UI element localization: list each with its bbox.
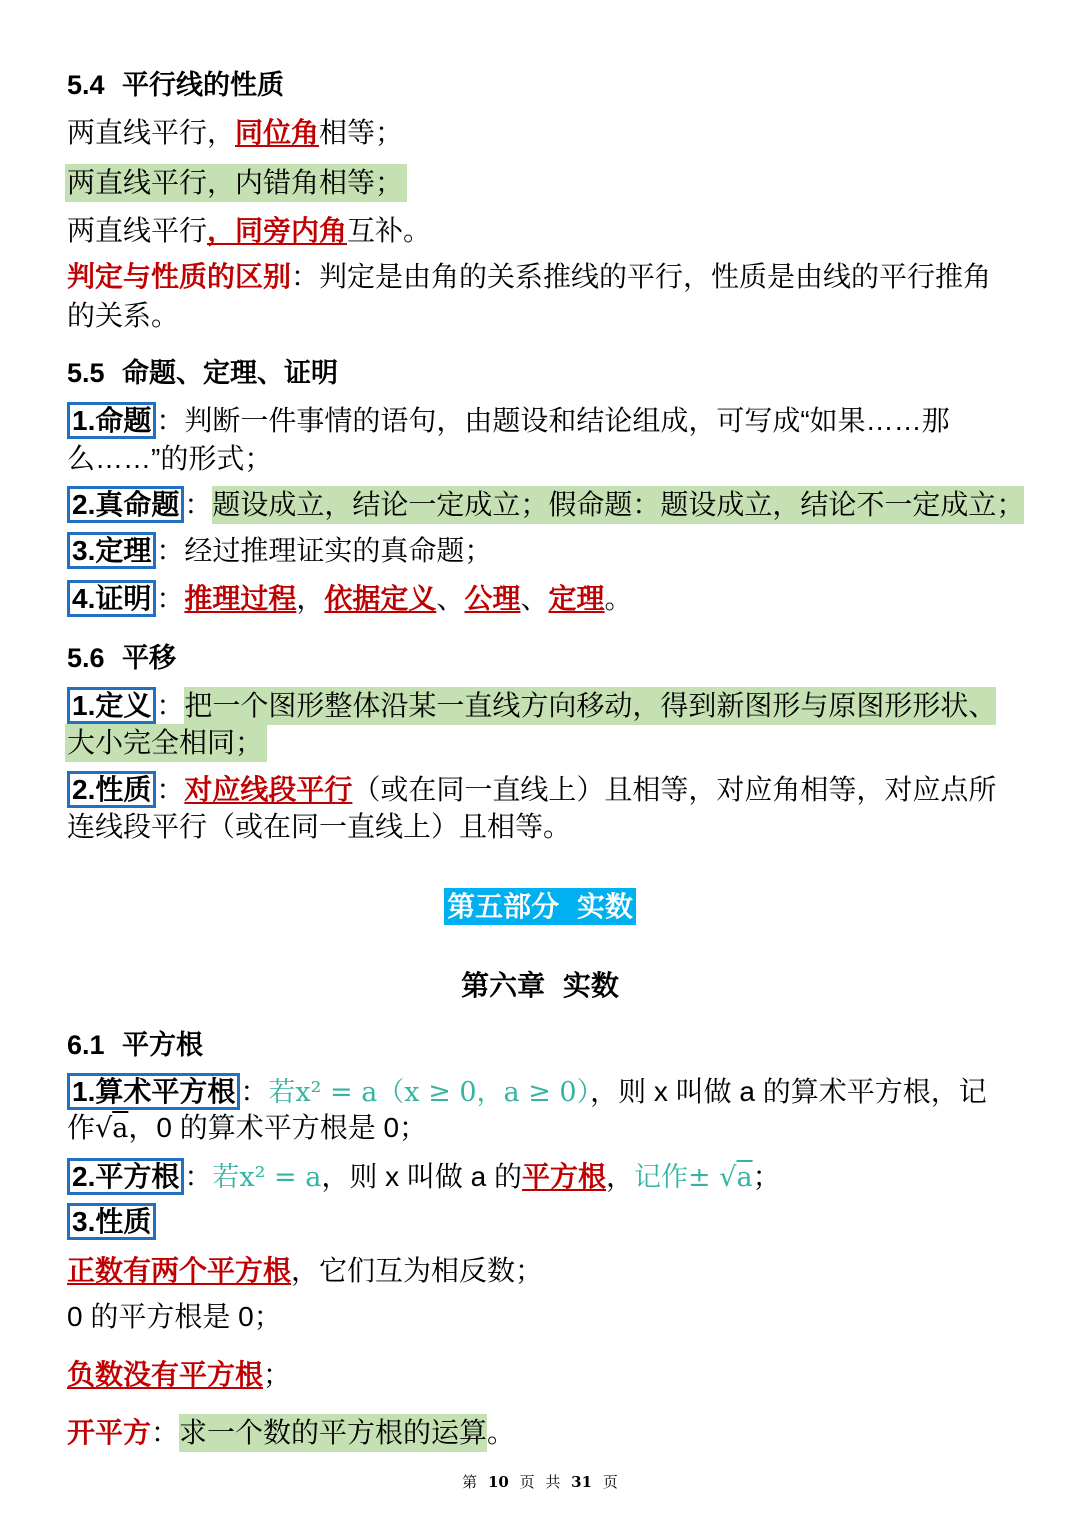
arithmetic-root-line-2 bbox=[67, 1109, 427, 1147]
sqrt-argument: a bbox=[736, 1162, 753, 1193]
page-number: 10 bbox=[487, 1473, 509, 1491]
difference-label: 判定与性质的区别 bbox=[67, 261, 292, 292]
theorem-line bbox=[67, 532, 492, 570]
properties-label-line bbox=[67, 1203, 156, 1241]
key-term-reasoning: 推理过程 bbox=[184, 583, 297, 614]
footer-middle: 页 共 bbox=[519, 1473, 561, 1491]
label-box-true-proposition: 2.真命题 bbox=[67, 486, 184, 523]
label-box-proposition: 1.命题 bbox=[67, 402, 156, 439]
key-term-theorem: 定理 bbox=[548, 583, 605, 614]
text-segment: ：判定是由角的关系推线的平行，性质是由线的平行推角 bbox=[291, 261, 992, 292]
text-segment: ； bbox=[752, 1161, 781, 1192]
section-heading-6-1: 6.1 平方根 bbox=[67, 1030, 204, 1060]
colon: ： bbox=[156, 774, 185, 805]
sqrt-symbol: √ bbox=[95, 1113, 113, 1144]
separator: ， bbox=[606, 1161, 635, 1192]
section-heading-5-4: 5.4 平行线的性质 bbox=[67, 70, 285, 100]
text-segment: 两直线平行， bbox=[67, 117, 236, 148]
highlighted-text: 大小完全相同； bbox=[65, 724, 267, 762]
property-alternate-angles bbox=[67, 164, 407, 202]
translation-property-line-2: 连线段平行（或在同一直线上）且相等。 bbox=[67, 811, 572, 842]
part-title: 第五部分 实数 bbox=[444, 888, 636, 925]
highlighted-text: 两直线平行，内错角相等； bbox=[65, 164, 407, 202]
key-term-operation: 开平方 bbox=[67, 1417, 152, 1448]
true-proposition-line bbox=[67, 486, 1024, 524]
difference-note-line-2: 的关系。 bbox=[67, 300, 180, 331]
proposition-line-2: 么……”的形式； bbox=[67, 443, 273, 474]
colon: ： bbox=[240, 1076, 269, 1107]
text-segment: 。 bbox=[487, 1417, 516, 1448]
total-pages: 31 bbox=[571, 1473, 593, 1491]
section-heading-5-6: 5.6 平移 bbox=[67, 643, 177, 673]
proof-line bbox=[67, 580, 633, 618]
footer-suffix: 页 bbox=[602, 1473, 618, 1491]
highlighted-text: 把一个图形整体沿某一直线方向移动，得到新图形与原图形形状、 bbox=[184, 687, 996, 725]
math-expression: 若x² = a（x ≥ 0，a ≥ 0） bbox=[268, 1077, 591, 1108]
translation-definition-line-1 bbox=[67, 687, 996, 725]
property-negative-numbers bbox=[67, 1356, 291, 1394]
label-box-definition: 1.定义 bbox=[67, 687, 156, 724]
text-segment: ：经过推理证实的真命题； bbox=[156, 535, 493, 566]
label-box-property: 2.性质 bbox=[67, 771, 156, 808]
key-term-corresponding-angles: 同位角 bbox=[235, 117, 320, 148]
key-term-axiom: 公理 bbox=[464, 583, 521, 614]
property-interior-angles bbox=[67, 212, 431, 250]
translation-definition-line-2 bbox=[67, 724, 267, 762]
difference-note-line-1 bbox=[67, 258, 991, 296]
separator: ， bbox=[296, 583, 325, 614]
text-segment: 互补。 bbox=[347, 215, 432, 246]
key-term-square-root: 平方根 bbox=[522, 1161, 607, 1192]
arithmetic-root-line-1 bbox=[67, 1073, 987, 1111]
chapter-title: 第六章 实数 bbox=[461, 970, 619, 1001]
sqrt-argument: a bbox=[112, 1113, 129, 1144]
text-segment: ，则 x 叫做 a 的 bbox=[321, 1161, 523, 1192]
page-footer bbox=[0, 1472, 1080, 1492]
colon: ： bbox=[184, 489, 213, 520]
text-segment: ，它们互为相反数； bbox=[291, 1255, 544, 1286]
key-term-negative: 负数没有平方根 bbox=[67, 1359, 264, 1390]
separator: 、 bbox=[436, 583, 465, 614]
key-term-definition: 依据定义 bbox=[324, 583, 437, 614]
math-notation-label: 记作± bbox=[634, 1162, 720, 1193]
colon: ： bbox=[184, 1161, 213, 1192]
highlighted-text: 求一个数的平方根的运算 bbox=[179, 1414, 487, 1452]
math-expression: 若x² = a bbox=[212, 1162, 322, 1193]
text-segment: 作 bbox=[67, 1112, 96, 1143]
highlighted-text: 题设成立，结论一定成立；假命题：题设成立，结论不一定成立； bbox=[212, 486, 1024, 524]
label-box-theorem: 3.定理 bbox=[67, 532, 156, 569]
separator: 、 bbox=[520, 583, 549, 614]
property-corresponding-angles bbox=[67, 114, 403, 152]
square-root-line bbox=[67, 1158, 781, 1196]
colon: ： bbox=[156, 583, 185, 614]
proposition-line-1 bbox=[67, 402, 950, 440]
sqrt-symbol: √ bbox=[719, 1162, 737, 1193]
text-segment: 两直线平行 bbox=[67, 215, 208, 246]
text-segment: 相等； bbox=[319, 117, 404, 148]
section-heading-5-5: 5.5 命题、定理、证明 bbox=[67, 358, 339, 388]
key-term-positive: 正数有两个平方根 bbox=[67, 1255, 292, 1286]
text-segment: 。 bbox=[604, 583, 633, 614]
text-segment: ，则 x 叫做 a 的算术平方根，记 bbox=[590, 1076, 987, 1107]
label-box-properties: 3.性质 bbox=[67, 1203, 156, 1240]
key-term-interior-angles: ，同旁内角 bbox=[207, 215, 348, 246]
text-segment: （或在同一直线上）且相等，对应角相等，对应点所 bbox=[352, 774, 997, 805]
translation-property-line-1 bbox=[67, 771, 996, 809]
text-segment: ，0 的算术平方根是 0； bbox=[128, 1112, 428, 1143]
property-zero: 0 的平方根是 0； bbox=[67, 1301, 282, 1332]
text-segment: ：判断一件事情的语句，由题设和结论组成，可写成“如果……那 bbox=[156, 405, 950, 436]
label-box-square-root: 2.平方根 bbox=[67, 1158, 184, 1195]
footer-prefix: 第 bbox=[462, 1473, 478, 1491]
key-term-parallel-segments: 对应线段平行 bbox=[184, 774, 353, 805]
label-box-proof: 4.证明 bbox=[67, 580, 156, 617]
colon: ： bbox=[151, 1417, 180, 1448]
text-segment: ； bbox=[263, 1359, 292, 1390]
part-banner-row bbox=[0, 888, 1080, 925]
label-box-arithmetic-root: 1.算术平方根 bbox=[67, 1073, 240, 1110]
colon: ： bbox=[156, 690, 185, 721]
property-positive-numbers bbox=[67, 1252, 543, 1290]
square-root-operation bbox=[67, 1414, 515, 1452]
